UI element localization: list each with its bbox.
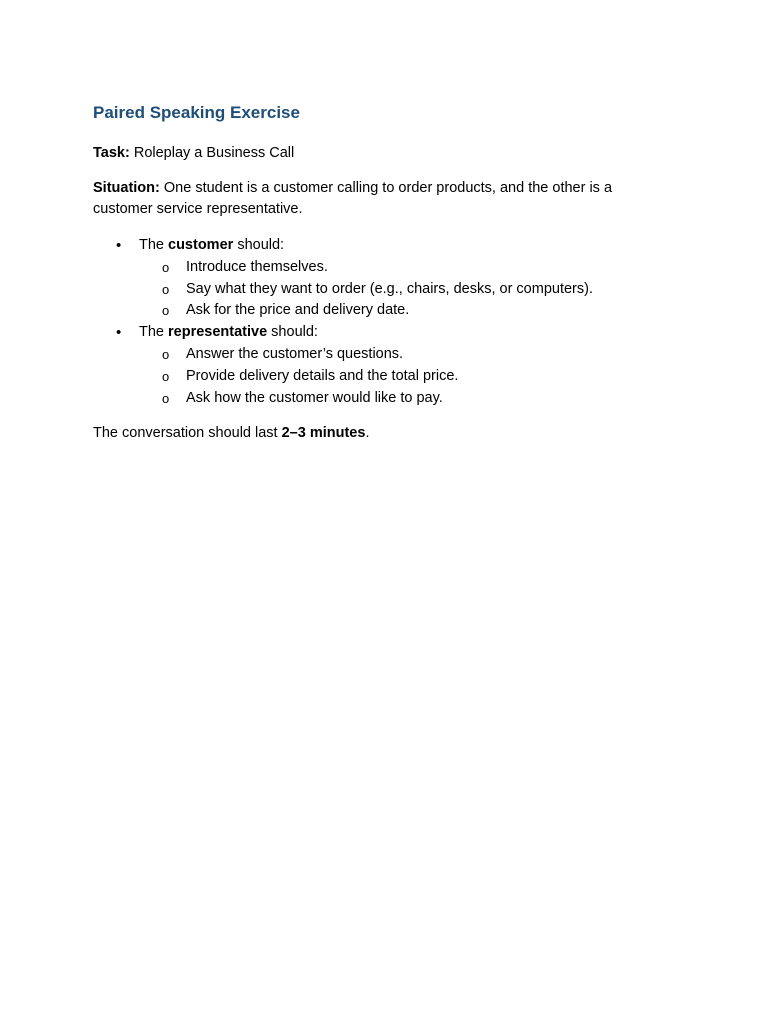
- sub-bullet-icon: o: [162, 281, 170, 297]
- sub-bullet-icon: o: [162, 259, 170, 275]
- role-line: [139, 322, 318, 344]
- sub-item-text: Ask for the price and delivery date.: [186, 302, 410, 319]
- situation-paragraph: [93, 178, 653, 220]
- list-item: [93, 344, 653, 366]
- sub-bullet-icon: o: [162, 346, 170, 362]
- list-item: [93, 257, 653, 279]
- situation-label: Situation:: [93, 180, 160, 196]
- role-name: representative: [168, 324, 268, 341]
- situation-text: One student is a customer calling to order products, and the other is a customer service representative.: [93, 180, 613, 217]
- sub-bullet-icon: o: [162, 390, 170, 406]
- task-text: Roleplay a Business Call: [129, 145, 295, 161]
- closing-emphasis: 2–3 minutes: [281, 425, 366, 441]
- role-name: customer: [168, 237, 234, 253]
- closing-prefix: The conversation should last: [93, 425, 282, 441]
- task-paragraph: [93, 143, 653, 164]
- list-item: [93, 279, 653, 301]
- sub-item-text: Introduce themselves.: [186, 258, 328, 275]
- role-suffix: should:: [267, 324, 318, 341]
- closing-suffix: .: [365, 425, 370, 441]
- sub-bullet-icon: o: [162, 303, 170, 319]
- list-item: [93, 366, 653, 388]
- sub-item-text: Provide delivery details and the total price.: [186, 367, 459, 384]
- closing-paragraph: [93, 423, 653, 444]
- list-item-customer: [93, 235, 653, 257]
- list-item: [93, 300, 653, 322]
- sub-item-text: Say what they want to order (e.g., chairs, desks, or computers).: [186, 280, 593, 297]
- bullet-icon: •: [116, 237, 122, 254]
- role-prefix: The: [139, 324, 169, 341]
- bullet-icon: •: [116, 324, 122, 342]
- page-title: Paired Speaking Exercise: [93, 103, 300, 122]
- sub-item-text: Ask how the customer would like to pay.: [186, 389, 443, 406]
- list-item-representative: [93, 322, 653, 344]
- role-line: [139, 235, 284, 257]
- role-suffix: should:: [233, 237, 285, 253]
- sub-bullet-icon: o: [162, 368, 170, 384]
- role-prefix: The: [139, 237, 169, 253]
- list-item: [93, 388, 653, 410]
- sub-item-text: Answer the customer’s questions.: [186, 345, 404, 362]
- task-label: Task:: [93, 145, 130, 161]
- roles-list: [93, 235, 653, 409]
